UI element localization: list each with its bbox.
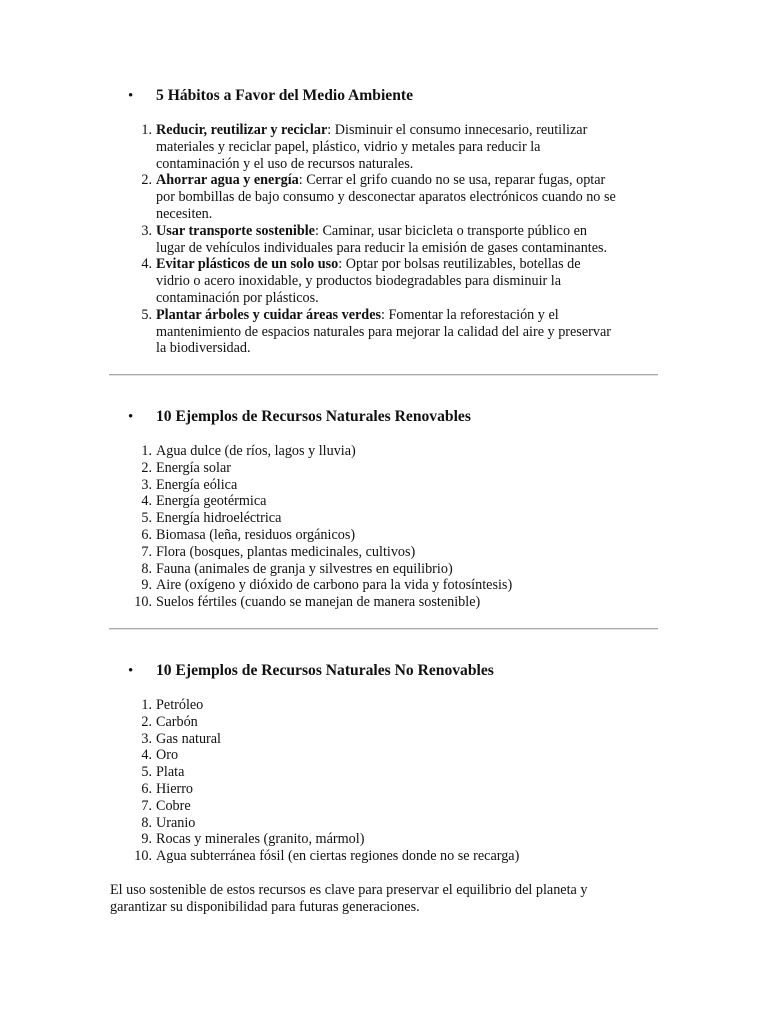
list-item-text: Energía hidroeléctrica: [156, 510, 282, 527]
habit-description: contaminación y el uso de recursos naturales.: [156, 155, 414, 172]
list-item-text: Agua subterránea fósil (en ciertas regiones donde no se recarga): [156, 848, 520, 865]
habit-description: necesiten.: [156, 205, 213, 222]
list-item: [0, 815, 664, 832]
list-number: 2.: [141, 459, 152, 476]
list-number: 2.: [141, 713, 152, 730]
list-number: 1.: [141, 122, 152, 138]
bullet-icon: •: [128, 663, 134, 679]
habit-description: : Optar por bolsas reutilizables, botellas de: [338, 256, 581, 273]
list-number: 5.: [141, 510, 152, 527]
list-number: 3.: [141, 222, 152, 239]
renewable-list: [0, 443, 768, 611]
list-number: 3.: [141, 476, 152, 493]
list-item-text: Flora (bosques, plantas medicinales, cultivos): [156, 543, 416, 560]
habit-description: mantenimiento de espacios naturales para mejorar la calidad del aire y preservar: [156, 323, 611, 340]
habit-description: vidrio o acero inoxidable, y productos biodegradables para disminuir la: [156, 273, 562, 290]
list-item: [0, 544, 664, 561]
list-number: 9.: [141, 577, 152, 594]
list-item: [0, 697, 664, 714]
list-item-text: Hierro: [156, 780, 194, 797]
habit-description: lugar de vehículos individuales para reducir la emisión de gases contaminantes.: [156, 239, 608, 256]
bullet-icon: •: [128, 88, 134, 104]
list-item: [0, 477, 664, 494]
list-number: 4.: [141, 256, 152, 273]
list-number: 8.: [141, 560, 152, 577]
list-number: 2.: [141, 172, 152, 189]
list-item-text: Gas natural: [156, 730, 222, 747]
list-item: [0, 460, 664, 477]
closing-line: El uso sostenible de estos recursos es clave para preservar el equilibrio del planeta y: [110, 882, 588, 898]
list-item: [0, 493, 664, 510]
list-item-text: Rocas y minerales (granito, mármol): [156, 831, 365, 848]
bullet-icon: •: [128, 409, 134, 425]
list-item: [0, 443, 664, 460]
list-item: [0, 172, 664, 222]
list-item-text: Energía solar: [156, 459, 231, 476]
habit-term: Reducir, reutilizar y reciclar: [156, 122, 328, 138]
habit-term: Plantar árboles y cuidar áreas verdes: [156, 306, 382, 323]
habit-description: materiales y reciclar papel, plástico, vidrio y metales para reducir la: [156, 138, 541, 155]
list-item: [0, 561, 664, 578]
list-item: [0, 256, 664, 306]
list-number: 1.: [141, 443, 152, 459]
list-number: 10.: [134, 594, 152, 611]
list-item: [0, 527, 664, 544]
list-item-text: Biomasa (leña, residuos orgánicos): [156, 526, 356, 543]
nonrenewable-heading: 10 Ejemplos de Recursos Naturales No Renovables: [156, 662, 494, 679]
list-item-text: Cobre: [156, 797, 191, 814]
list-item-text: Agua dulce (de ríos, lagos y lluvia): [156, 443, 356, 459]
list-number: 4.: [141, 493, 152, 510]
list-item-text: Petróleo: [156, 697, 204, 713]
list-item: [0, 731, 664, 748]
list-item: [0, 831, 664, 848]
habits-list: [0, 122, 768, 357]
list-number: 9.: [141, 831, 152, 848]
habit-term: Evitar plásticos de un solo uso: [156, 256, 339, 273]
list-number: 4.: [141, 747, 152, 764]
list-item-text: Carbón: [156, 713, 198, 730]
habit-term: Ahorrar agua y energía: [156, 172, 299, 189]
horizontal-divider: [109, 374, 658, 376]
list-number: 7.: [141, 797, 152, 814]
habit-description: : Caminar, usar bicicleta o transporte público en: [314, 222, 588, 239]
habit-description: contaminación por plásticos.: [156, 289, 319, 306]
list-item-text: Plata: [156, 764, 185, 781]
list-item: [0, 848, 664, 865]
list-item: [0, 714, 664, 731]
habits-heading: 5 Hábitos a Favor del Medio Ambiente: [156, 87, 413, 104]
list-number: 3.: [141, 730, 152, 747]
list-item: [0, 122, 664, 172]
list-item-text: Aire (oxígeno y dióxido de carbono para la vida y fotosíntesis): [156, 577, 513, 594]
list-item: [0, 764, 664, 781]
list-number: 7.: [141, 543, 152, 560]
habit-term: Usar transporte sostenible: [156, 222, 315, 239]
habit-description: por bombillas de bajo consumo y desconectar aparatos electrónicos cuando no se: [156, 189, 616, 206]
list-number: 6.: [141, 780, 152, 797]
list-number: 10.: [134, 848, 152, 865]
list-number: 5.: [141, 306, 152, 323]
list-item-text: Uranio: [156, 814, 196, 831]
list-item: [0, 747, 664, 764]
list-item-text: Fauna (animales de granja y silvestres en equilibrio): [156, 560, 453, 577]
list-item: [0, 577, 664, 594]
closing-line: garantizar su disponibilidad para futuras generaciones.: [110, 898, 420, 915]
list-item: [0, 510, 664, 527]
closing-paragraph: [110, 882, 670, 916]
list-number: 6.: [141, 526, 152, 543]
list-item-text: Energía geotérmica: [156, 493, 267, 510]
list-item-text: Oro: [156, 747, 179, 764]
nonrenewable-list: [0, 697, 768, 865]
list-item: [0, 781, 664, 798]
list-number: 8.: [141, 814, 152, 831]
list-number: 5.: [141, 764, 152, 781]
habit-description: : Cerrar el grifo cuando no se usa, reparar fugas, optar: [298, 172, 606, 189]
habit-description: : Disminuir el consumo innecesario, reutilizar: [327, 122, 588, 138]
list-item-text: Energía eólica: [156, 476, 238, 493]
renewable-heading: 10 Ejemplos de Recursos Naturales Renovables: [156, 408, 471, 425]
list-item: [0, 223, 664, 257]
list-item: [0, 798, 664, 815]
habit-description: : Fomentar la reforestación y el: [381, 306, 559, 323]
list-number: 1.: [141, 697, 152, 713]
horizontal-divider: [109, 628, 658, 630]
list-item: [0, 594, 664, 611]
list-item: [0, 307, 664, 357]
habit-description: la biodiversidad.: [156, 340, 251, 357]
list-item-text: Suelos fértiles (cuando se manejan de manera sostenible): [156, 594, 481, 611]
